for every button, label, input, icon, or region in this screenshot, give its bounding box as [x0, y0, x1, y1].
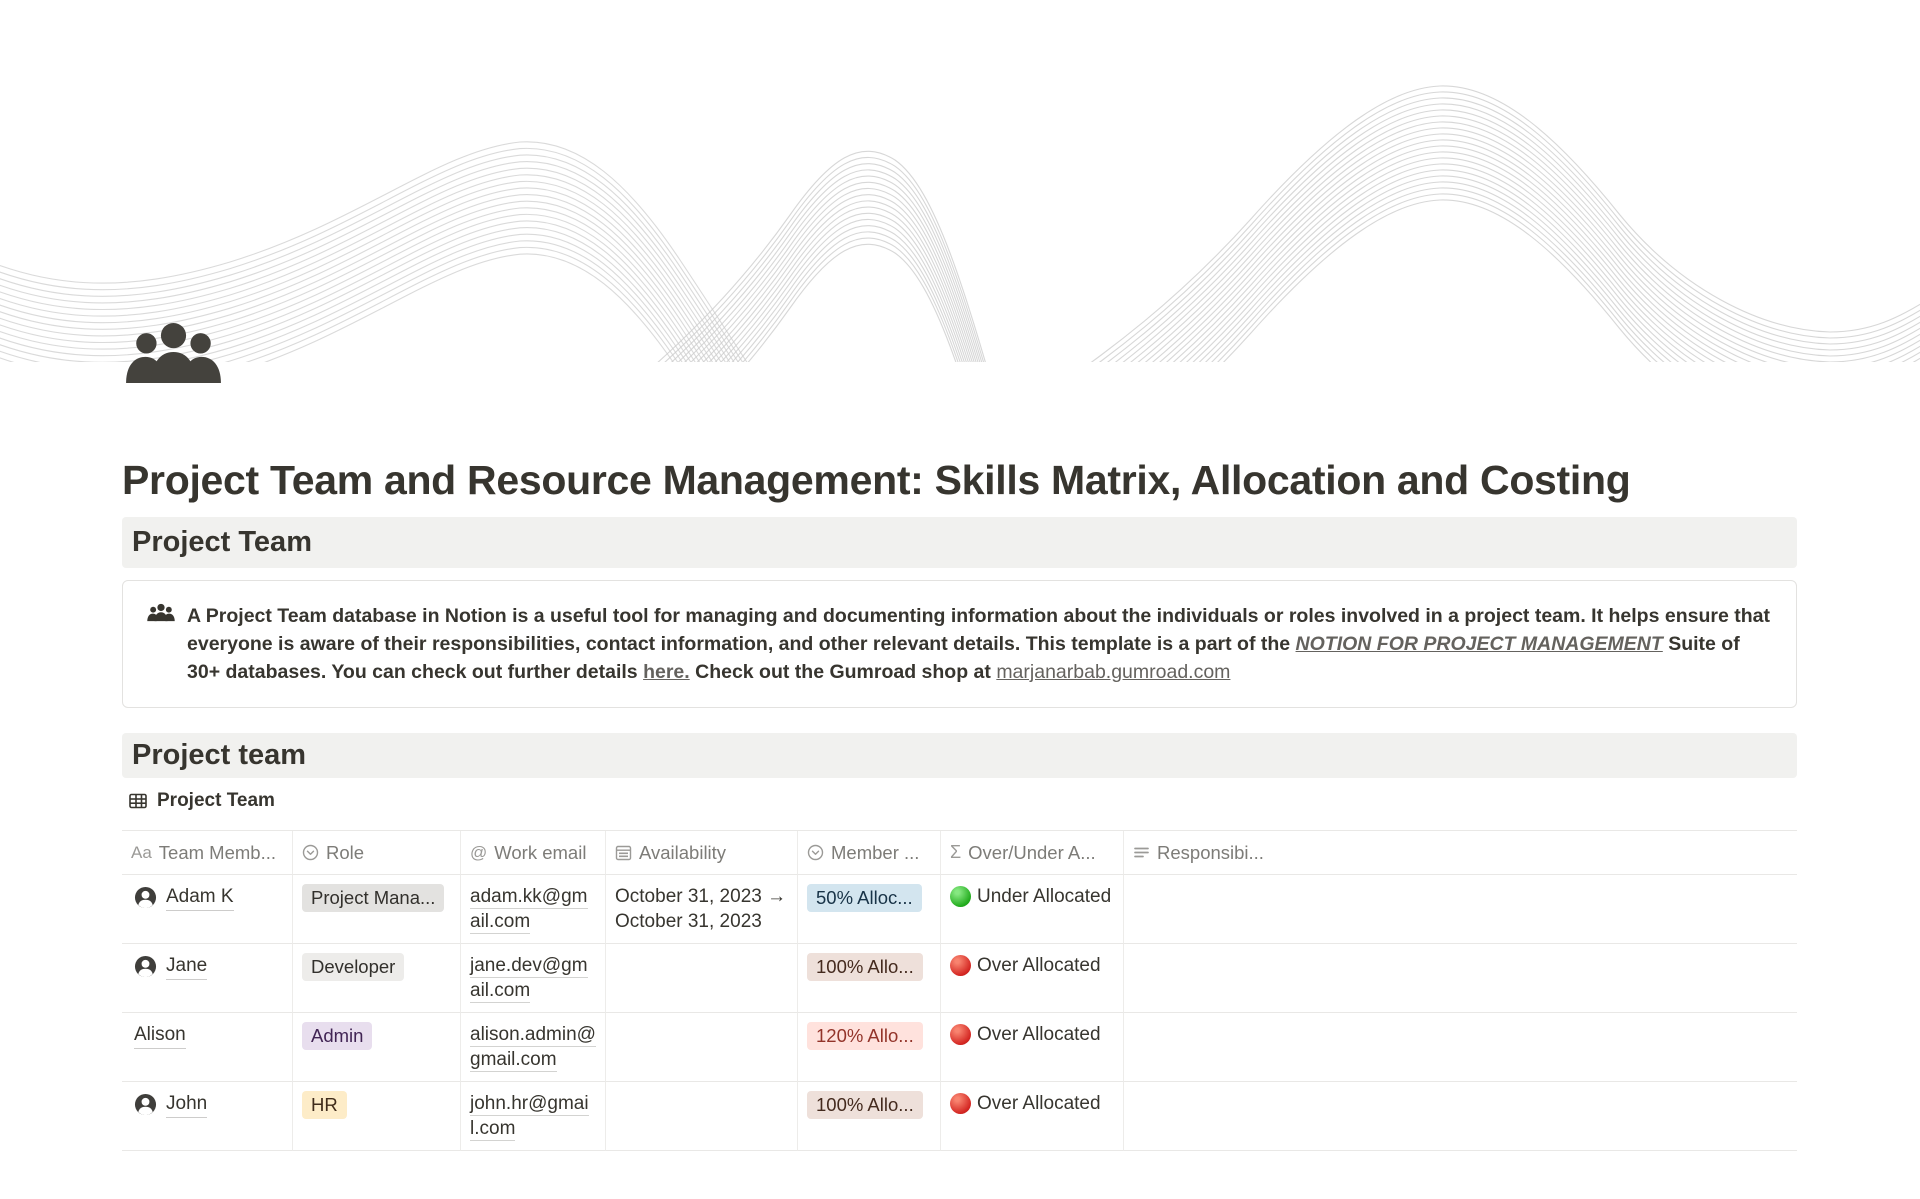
team-member-name: Jane — [166, 953, 207, 980]
role-tag[interactable]: Project Mana... — [302, 884, 444, 912]
team-member-cell[interactable] — [122, 944, 293, 1013]
column-header-availability[interactable] — [606, 831, 798, 875]
allocation-tag[interactable]: 100% Allo... — [807, 1091, 923, 1119]
callout-people-icon — [147, 603, 175, 622]
team-member-name: John — [166, 1091, 207, 1118]
member-allocation-cell[interactable] — [798, 1082, 941, 1151]
over-under-allocated-cell[interactable] — [941, 944, 1124, 1013]
table-grid-icon — [128, 791, 148, 811]
callout-text-segment: A Project Team database in Notion is a useful tool for managing and documenting information about the individuals or roles involved in a project team. It helps ensure that everyone is aware of their responsibilities, contact information, and other relevant details. This template is a part of the — [187, 605, 1770, 655]
text-icon — [1133, 844, 1150, 861]
red-circle-icon — [950, 1024, 971, 1045]
work-email-cell[interactable] — [461, 1082, 606, 1151]
cover-wave-pattern — [0, 0, 1920, 362]
green-circle-icon — [950, 886, 971, 907]
formula-icon: Σ — [950, 842, 962, 862]
team-member-name: Alison — [134, 1022, 186, 1049]
email-icon: @ — [470, 843, 488, 862]
person-avatar-icon — [134, 886, 157, 909]
select-icon — [807, 844, 824, 861]
team-member-cell[interactable] — [122, 1082, 293, 1151]
role-cell[interactable] — [293, 1013, 461, 1082]
person-avatar-icon — [134, 955, 157, 978]
column-header-team-memb---[interactable] — [122, 831, 293, 875]
responsibilities-cell[interactable] — [1124, 875, 1797, 944]
over-under-allocated-cell[interactable] — [941, 1013, 1124, 1082]
availability-cell[interactable] — [606, 944, 798, 1013]
work-email-link[interactable]: alison.admin@gmail.com — [470, 1024, 596, 1070]
allocation-tag[interactable]: 120% Allo... — [807, 1022, 923, 1050]
red-circle-icon — [950, 955, 971, 976]
role-tag[interactable]: HR — [302, 1091, 347, 1119]
role-tag[interactable]: Admin — [302, 1022, 372, 1050]
column-header-label: Member ... — [831, 842, 920, 863]
role-tag[interactable]: Developer — [302, 953, 404, 981]
heading-label: Project team — [132, 739, 307, 771]
role-cell[interactable] — [293, 875, 461, 944]
section-heading-project-team-db[interactable] — [122, 733, 1797, 778]
column-header-label: Team Memb... — [158, 842, 276, 863]
over-under-allocated-cell[interactable] — [941, 1082, 1124, 1151]
column-header-label: Role — [326, 842, 365, 863]
database-title-label: Project Team — [157, 790, 275, 811]
allocation-status-label: Over Allocated — [977, 1024, 1101, 1045]
work-email-cell[interactable] — [461, 944, 606, 1013]
project-team-table — [122, 830, 1797, 1151]
allocation-status-label: Under Allocated — [977, 886, 1112, 907]
column-header-member----[interactable] — [798, 831, 941, 875]
team-member-cell[interactable] — [122, 1013, 293, 1082]
member-allocation-cell[interactable] — [798, 1013, 941, 1082]
responsibilities-cell[interactable] — [1124, 1013, 1797, 1082]
work-email-link[interactable]: john.hr@gmail.com — [470, 1093, 589, 1139]
callout-text — [187, 602, 1770, 686]
column-header-label: Availability — [639, 842, 727, 863]
member-allocation-cell[interactable] — [798, 944, 941, 1013]
column-header-responsibi---[interactable] — [1124, 831, 1797, 875]
column-header-label: Work email — [494, 842, 587, 863]
wave-lines-svg — [0, 0, 1920, 362]
allocation-status-label: Over Allocated — [977, 955, 1101, 976]
work-email-cell[interactable] — [461, 875, 606, 944]
callout-link[interactable]: NOTION FOR PROJECT MANAGEMENT — [1295, 633, 1663, 655]
callout-link[interactable]: here. — [643, 661, 690, 683]
member-allocation-cell[interactable] — [798, 875, 941, 944]
callout-text-segment: Suite of 30+ databases. You can check out further details — [187, 633, 1740, 683]
availability-cell[interactable] — [606, 1013, 798, 1082]
callout-block[interactable] — [122, 580, 1797, 708]
availability-cell[interactable]: October 31, 2023 → October 31, 2023 — [606, 875, 798, 944]
work-email-cell[interactable] — [461, 1013, 606, 1082]
responsibilities-cell[interactable] — [1124, 944, 1797, 1013]
column-header-over-under-a---[interactable] — [941, 831, 1124, 875]
team-member-name: Adam K — [166, 884, 234, 911]
responsibilities-cell[interactable] — [1124, 1082, 1797, 1151]
work-email-link[interactable]: adam.kk@gmail.com — [470, 886, 588, 932]
page-title[interactable]: Project Team and Resource Management: Skills Matrix, Allocation and Costing — [122, 457, 1631, 504]
allocation-status-label: Over Allocated — [977, 1093, 1101, 1114]
page-icon-people-group[interactable] — [124, 323, 223, 383]
work-email-link[interactable]: jane.dev@gmail.com — [470, 955, 588, 1001]
column-header-role[interactable] — [293, 831, 461, 875]
column-header-label: Over/Under A... — [968, 842, 1096, 863]
role-cell[interactable] — [293, 944, 461, 1013]
title-icon: Aa — [131, 843, 152, 862]
date-icon — [615, 844, 632, 861]
column-header-work-email[interactable] — [461, 831, 606, 875]
red-circle-icon — [950, 1093, 971, 1114]
availability-cell[interactable] — [606, 1082, 798, 1151]
team-member-cell[interactable] — [122, 875, 293, 944]
role-cell[interactable] — [293, 1082, 461, 1151]
heading-label: Project Team — [132, 526, 312, 558]
database-title[interactable] — [128, 790, 275, 812]
allocation-tag[interactable]: 50% Alloc... — [807, 884, 922, 912]
person-avatar-icon — [134, 1093, 157, 1116]
over-under-allocated-cell[interactable] — [941, 875, 1124, 944]
callout-link[interactable]: marjanarbab.gumroad.com — [996, 661, 1231, 683]
select-icon — [302, 844, 319, 861]
people-group-icon — [124, 323, 223, 383]
callout-text-segment: Check out the Gumroad shop at — [689, 661, 997, 683]
section-heading-project-team[interactable] — [122, 517, 1797, 568]
allocation-tag[interactable]: 100% Allo... — [807, 953, 923, 981]
column-header-label: Responsibi... — [1157, 842, 1264, 863]
